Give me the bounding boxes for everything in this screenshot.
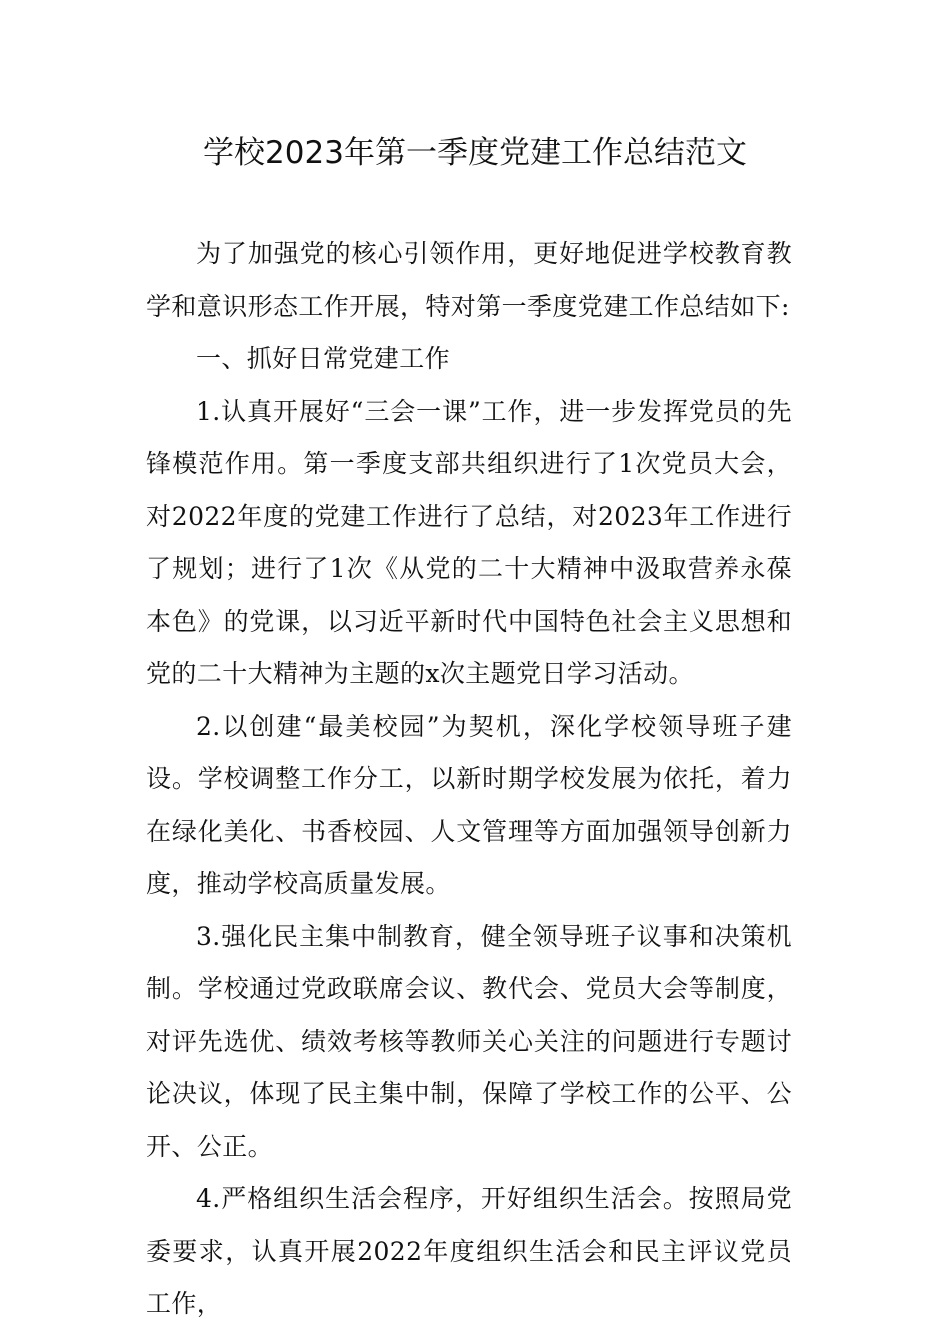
- section-heading: 一、抓好日常党建工作: [196, 344, 451, 373]
- document-title: 学校2023年第一季度党建工作总结范文: [203, 135, 747, 171]
- item-paragraph-3: 3.强化民主集中制教育，健全领导班子议事和决策机制。学校通过党政联席会议、教代会、党员大会等制度，对评先选优、绩效考核等教师关心关注的问题进行专题讨论决议，体现了民主集中制，保障了学校工作的公平、公开、公正。: [146, 921, 792, 1161]
- item-paragraph-2: 2.以创建“最美校园”为契机，深化学校领导班子建设。学校调整工作分工，以新时期学校发展为依托，着力在绿化美化、书香校园、人文管理等方面加强领导创新力度，推动学校高质量发展。: [146, 711, 792, 898]
- item-paragraph-4: 4.严格组织生活会程序，开好组织生活会。按照局党委要求，认真开展2022年度组织生活会和民主评议党员工作，: [146, 1184, 792, 1318]
- document-body: [146, 228, 792, 1331]
- item-paragraph-1: 1.认真开展好“三会一课”工作，进一步发挥党员的先锋模范作用。第一季度支部共组织进行了1次党员大会，对2022年度的党建工作进行了总结，对2023年工作进行了规划；进行了1次《从党的二十大精神中汲取营养永葆本色》的党课，以习近平新时代中国特色社会主义思想和党的二十大精神为主题的x次主题党日学习活动。: [146, 396, 792, 688]
- intro-paragraph: 为了加强党的核心引领作用，更好地促进学校教育教学和意识形态工作开展，特对第一季度党建工作总结如下:: [146, 239, 792, 321]
